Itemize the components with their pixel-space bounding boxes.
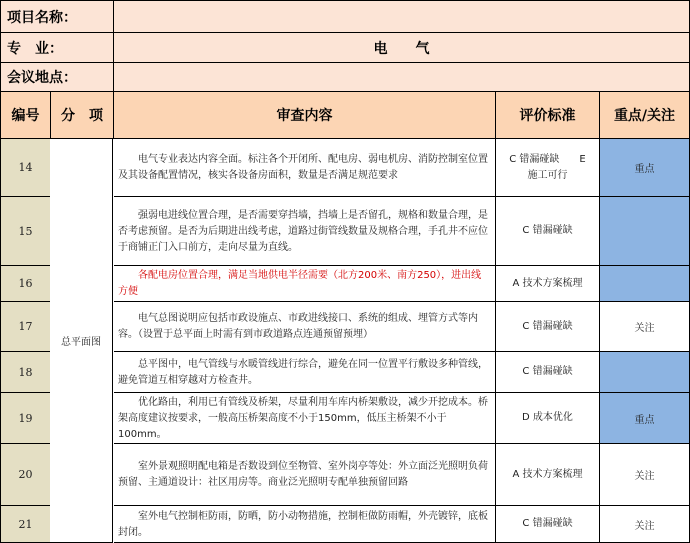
standard-text: C 错漏碰缺 xyxy=(496,197,600,266)
priority-cell[interactable]: 关注 xyxy=(600,302,690,352)
row-number: 17 xyxy=(1,302,51,352)
meeting-place-label: 会议地点： xyxy=(1,63,114,92)
meeting-place-row xyxy=(0,63,690,92)
standard-cell xyxy=(496,139,600,197)
row-number: 16 xyxy=(1,266,51,302)
priority-cell[interactable] xyxy=(600,352,690,393)
project-name-label: 项目名称： xyxy=(1,1,114,33)
standard-text: D 成本优化 xyxy=(496,393,600,444)
specialty-value[interactable]: 电 气 xyxy=(114,33,690,63)
priority-cell[interactable]: 重点 xyxy=(600,139,690,197)
col-standard: 评价标准 xyxy=(496,92,600,139)
standard-text: C 错漏碰缺 xyxy=(496,506,600,543)
project-name-row xyxy=(0,0,690,33)
review-content: 电气总图说明应包括市政设施点、市政进线接口、系统的组成、埋管方式等内容。（设置于总平面上时需有到市政道路点连通预留预埋） xyxy=(114,302,496,352)
review-content: 优化路由，利用已有管线及桥架，尽量利用车库内桥架敷设，减少开挖成本。桥架高度建议按要求，一般高压桥架高度不小于150mm，低压主桥架不小于100mm。 xyxy=(114,393,496,444)
col-number: 编号 xyxy=(1,92,51,139)
col-category: 分 项 xyxy=(51,92,114,139)
standard-text: A 技术方案梳理 xyxy=(496,444,600,506)
priority-cell[interactable]: 重点 xyxy=(600,393,690,444)
row-number: 14 xyxy=(1,139,51,197)
priority-cell[interactable] xyxy=(600,266,690,302)
standard-text: C 错漏碰缺 xyxy=(496,302,600,352)
review-content: 总平图中，电气管线与水暖管线进行综合，避免在同一位置平行敷设多种管线，避免管道互相穿越对方检查井。 xyxy=(114,352,496,393)
review-content: 各配电房位置合理，满足当地供电半径需要（北方200米、南方250），进出线方便 xyxy=(114,266,496,302)
review-content: 强弱电进线位置合理，是否需要穿挡墙，挡墙上是否留孔，规格和数量合理，是否考虑预留。是否为后期进出线考虑，道路过街管线数量及规格合理，手孔井不应位于商铺正门入口前方，走向尽量为直线。 xyxy=(114,197,496,266)
row-number: 21 xyxy=(1,506,51,543)
priority-cell[interactable]: 关注 xyxy=(600,506,690,543)
standard-text-2: 施工可行 xyxy=(527,169,568,181)
review-content: 室外电气控制柜防雨，防晒，防小动物措施，控制柜做防雨帽，外壳镀锌，底板封闭。 xyxy=(114,506,496,543)
col-content: 审查内容 xyxy=(114,92,496,139)
row-number: 15 xyxy=(1,197,51,266)
col-priority: 重点/关注 xyxy=(600,92,690,139)
standard-text: C 错漏碰缺 E xyxy=(509,153,586,165)
standard-text: C 错漏碰缺 xyxy=(496,352,600,393)
meeting-place-value[interactable] xyxy=(114,63,690,92)
standard-text: A 技术方案梳理 xyxy=(496,266,600,302)
table-header xyxy=(0,92,690,139)
specialty-row xyxy=(0,33,690,63)
row-number: 19 xyxy=(1,393,51,444)
row-number: 20 xyxy=(1,444,51,506)
project-name-value[interactable] xyxy=(114,1,690,33)
review-content: 电气专业表达内容全面。标注各个开闭所、配电房、弱电机房、消防控制室位置及其设备配置情况，核实各设备房面积，数量是否满足规范要求 xyxy=(114,139,496,197)
specialty-label: 专 业： xyxy=(1,33,114,63)
priority-cell[interactable] xyxy=(600,197,690,266)
priority-cell[interactable]: 关注 xyxy=(600,444,690,506)
category-cell: 总平面图 xyxy=(50,139,113,543)
row-number: 18 xyxy=(1,352,51,393)
review-content: 室外景观照明配电箱是否数设到位至物管、室外岗亭等处：外立面泛光照明负荷预留、主通道设计：社区用房等。商业泛光照明专配单独预留回路 xyxy=(114,444,496,506)
